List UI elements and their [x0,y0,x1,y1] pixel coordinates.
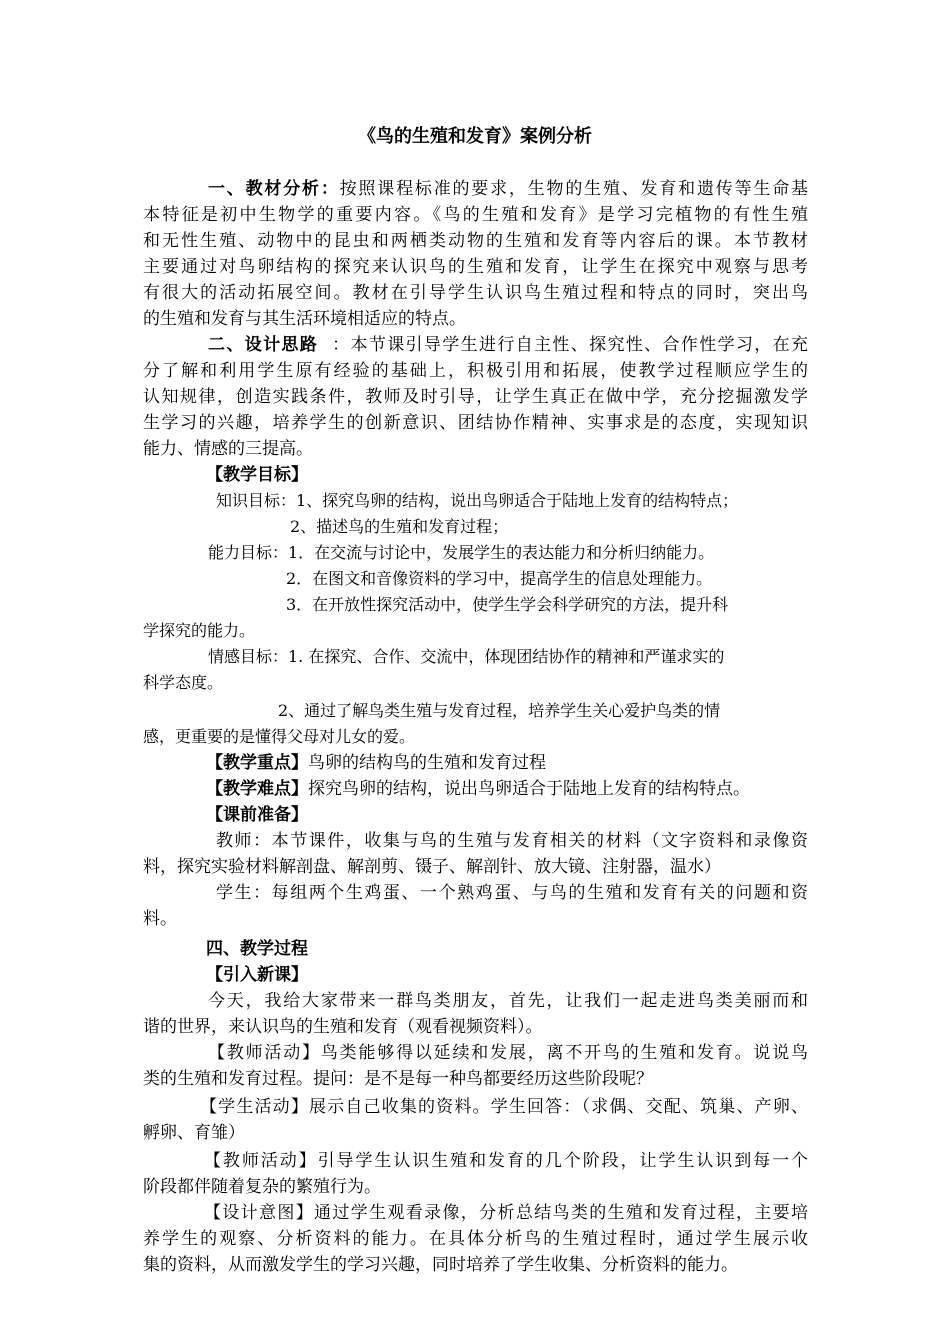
teacher-activity-2: 【教师活动】引导学生认识生殖和发育的几个阶段，让学生认识到每一个 [204,1151,808,1171]
design-intent-3: 集的资料，从而激发学生的学习兴趣，同时培养了学生收集、分析资料的能力。 [143,1255,738,1275]
design-intent-2: 养学生的观察、分析资料的能力。在具体分析鸟的生殖过程时，通过学生展示收 [143,1229,808,1249]
design-intent-1: 【设计意图】通过学生观看录像，分析总结鸟类的生殖和发育过程，主要培 [204,1203,808,1223]
s2-line-5: 能力、情感的三提高。 [143,439,313,459]
teacher-activity-1-cont: 类的生殖和发育过程。提问：是不是每一种鸟都要经历这些阶段呢？ [143,1069,653,1089]
s1-line-1 [208,176,808,202]
process-heading: 四、教学过程 [206,939,308,959]
s1-line-6: 的生殖和发育与其生活环境相适应的特点。 [143,309,466,329]
s1-line-4: 主要通过对鸟卵结构的探究来认识鸟的生殖和发育，让学生在探究中观察与思考 [143,257,808,277]
prep-teacher-1: 教师：本节课件，收集与鸟的生殖与发育相关的材料（文字资料和录像资 [216,831,808,851]
goal-emotion-2-cont: 感，更重要的是懂得父母对儿女的爱。 [143,727,416,746]
hard-point [206,776,750,802]
intro-line-1: 今天，我给大家带来一群鸟类朋友，首先，让我们一起走进鸟类美丽而和 [208,991,808,1011]
hard-point-text: 探究鸟卵的结构，说出鸟卵适合于陆地上发育的结构特点。 [308,779,750,799]
student-activity-cont: 孵卵、育雏） [143,1123,245,1143]
teacher-activity-2-cont: 阶段都伴随着复杂的繁殖行为。 [143,1177,381,1197]
hard-point-heading: 【教学难点】 [206,779,308,799]
s2-heading: 二、设计思路 [208,335,319,355]
goal-ability-3: 3．在开放性探究活动中，使学生学会科学研究的方法，提升科 [286,595,729,614]
key-point-heading: 【教学重点】 [206,753,308,773]
goal-ability-2: 2．在图文和音像资料的学习中，提高学生的信息处理能力。 [286,569,713,588]
prep-student-2: 料。 [143,909,177,929]
prep-heading: 【课前准备】 [206,805,308,825]
s1-line-5: 有很大的活动拓展空间。教材在引导学生认识鸟生殖过程和特点的同时，突出鸟 [143,283,808,303]
s1-heading: 一、教材分析： [208,179,340,199]
s1-text-1: 按照课程标准的要求，生物的生殖、发育和遗传等生命基 [339,179,809,199]
goal-ability-3-cont: 学探究的能力。 [143,621,256,640]
intro-heading: 【引入新课】 [206,965,308,985]
teacher-activity-1: 【教师活动】鸟类能够得以延续和发展，离不开鸟的生殖和发育。说说鸟 [208,1043,808,1063]
student-activity: 【学生活动】展示自己收集的资料。学生回答：（求偶、交配、筑巢、产卵、 [200,1097,808,1117]
s2-line-2: 分了解和利用学生原有经验的基础上，积极引用和拓展，使教学过程顺应学生的 [143,361,808,381]
s2-text-1: ：本节课引导学生进行自主性、探究性、合作性学习，在充 [332,335,809,355]
document-title: 《鸟的生殖和发育》案例分析 [358,126,592,147]
prep-teacher-2: 料，探究实验材料解剖盘、解剖剪、镊子、解剖针、放大镜、注射器，温水） [143,857,721,877]
s2-line-1 [208,332,808,358]
goals-heading: 【教学目标】 [206,465,308,485]
key-point [206,750,546,776]
goal-knowledge-1: 知识目标：1、探究鸟卵的结构，说出鸟卵适合于陆地上发育的结构特点； [216,491,739,510]
s2-line-3: 认知规律，创造实践条件，教师及时引导，让学生真正在做中学，充分挖掘激发学 [143,387,808,407]
s2-line-4: 生学习的兴趣，培养学生的创新意识、团结协作精神、实事求是的态度，实现知识 [143,413,808,433]
goal-ability-1: 能力目标：1．在交流与讨论中，发展学生的表达能力和分析归纳能力。 [208,543,715,562]
intro-line-2: 谐的世界，来认识鸟的生殖和发育（观看视频资料）。 [143,1017,543,1037]
prep-student-1: 学生：每组两个生鸡蛋、一个熟鸡蛋、与鸟的生殖和发育有关的问题和资 [216,883,808,903]
goal-emotion-2: 2、通过了解鸟类生殖与发育过程，培养学生关心爱护鸟类的情 [278,701,721,720]
goal-emotion-1-cont: 科学态度。 [143,673,224,692]
key-point-text: 鸟卵的结构鸟的生殖和发育过程 [308,753,546,773]
goal-emotion-1: 情感目标：1. 在探究、合作、交流中，体现团结协作的精神和严谨求实的 [208,647,725,666]
s1-line-3: 和无性生殖、动物中的昆虫和两栖类动物的生殖和发育等内容后的课。本节教材 [143,231,808,251]
s1-line-2: 本特征是初中生物学的重要内容。《鸟的生殖和发育》是学习完植物的有性生殖 [143,205,808,225]
goal-knowledge-2: 2、描述鸟的生殖和发育过程； [290,517,509,536]
